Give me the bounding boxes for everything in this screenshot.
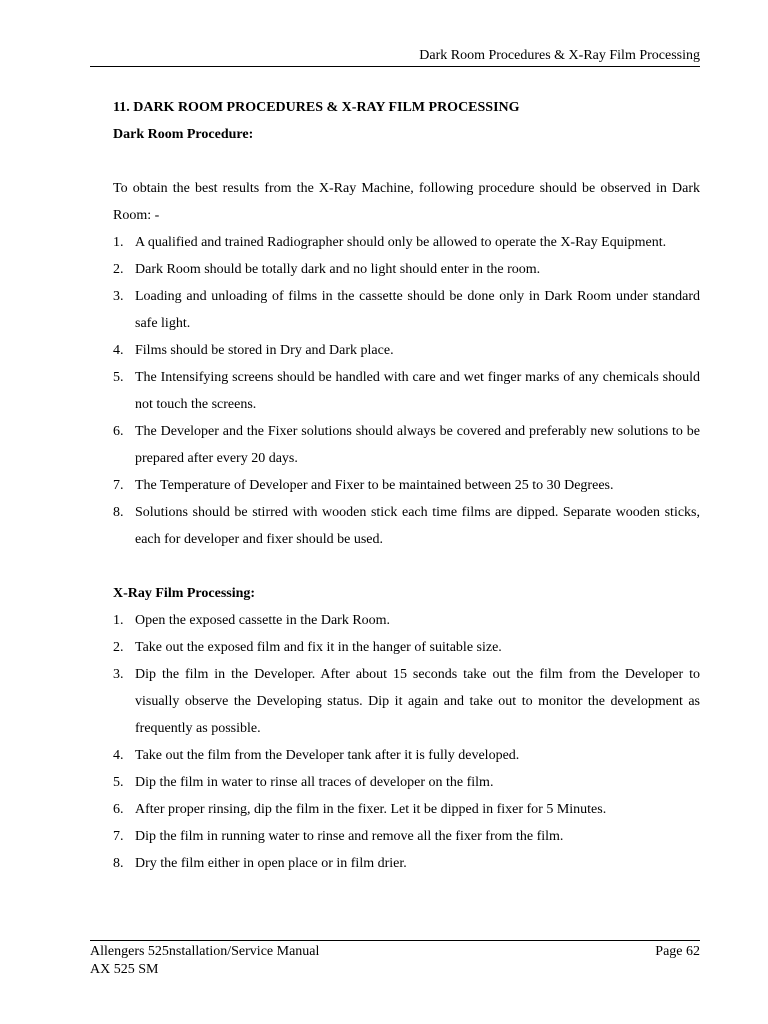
item-text: Solutions should be stirred with wooden stick each time films are dipped. Separate wooden sticks, each for developer and fixer should be used. — [135, 505, 700, 547]
item-number: 6. — [113, 802, 124, 817]
item-text: The Intensifying screens should be handled with care and wet finger marks of any chemicals should not touch the screens. — [135, 370, 700, 412]
item-text: The Temperature of Developer and Fixer to be maintained between 25 to 30 Degrees. — [135, 478, 614, 493]
list-item — [113, 661, 700, 742]
list-item — [113, 337, 700, 364]
item-number: 3. — [113, 667, 124, 682]
dark-room-intro: To obtain the best results from the X-Ray Machine, following procedure should be observed in Dark Room: - — [113, 181, 700, 223]
film-processing-steps — [113, 607, 700, 877]
dark-room-steps — [113, 229, 700, 553]
page-footer — [90, 943, 700, 979]
running-header: Dark Room Procedures & X-Ray Film Processing — [419, 48, 700, 63]
item-text: Dip the film in running water to rinse and remove all the fixer from the film. — [135, 829, 564, 844]
footer-top-row — [90, 943, 700, 961]
item-number: 7. — [113, 478, 124, 493]
list-item — [113, 472, 700, 499]
item-text: Dry the film either in open place or in film drier. — [135, 856, 407, 871]
item-text: Open the exposed cassette in the Dark Room. — [135, 613, 391, 628]
item-number: 7. — [113, 829, 124, 844]
list-item — [113, 742, 700, 769]
item-number: 2. — [113, 640, 124, 655]
film-processing-heading: X-Ray Film Processing: — [113, 586, 256, 601]
page-number: Page 62 — [655, 944, 700, 959]
item-text: After proper rinsing, dip the film in the fixer. Let it be dipped in fixer for 5 Minutes. — [135, 802, 607, 817]
item-text: Dip the film in water to rinse all traces of developer on the film. — [135, 775, 494, 790]
list-item — [113, 823, 700, 850]
item-text: Loading and unloading of films in the cassette should be done only in Dark Room under standard safe light. — [135, 289, 700, 331]
list-item — [113, 229, 700, 256]
item-number: 2. — [113, 262, 124, 277]
manual-title: Allengers 525nstallation/Service Manual — [90, 944, 320, 959]
item-number: 5. — [113, 775, 124, 790]
item-number: 8. — [113, 856, 124, 871]
document-body — [113, 94, 700, 877]
item-number: 3. — [113, 289, 124, 304]
list-item — [113, 256, 700, 283]
item-number: 4. — [113, 343, 124, 358]
list-item — [113, 418, 700, 472]
doc-code: AX 525 SM — [90, 962, 159, 977]
chapter-title: 11. DARK ROOM PROCEDURES & X-RAY FILM PROCESSING — [113, 100, 520, 115]
item-text: Take out the exposed film and fix it in the hanger of suitable size. — [135, 640, 502, 655]
list-item — [113, 283, 700, 337]
list-item — [113, 769, 700, 796]
item-text: Take out the film from the Developer tank after it is fully developed. — [135, 748, 520, 763]
dark-room-heading: Dark Room Procedure: — [113, 127, 254, 142]
list-item — [113, 634, 700, 661]
item-text: A qualified and trained Radiographer should only be allowed to operate the X-Ray Equipment. — [135, 235, 667, 250]
item-text: Films should be stored in Dry and Dark place. — [135, 343, 394, 358]
item-text: Dark Room should be totally dark and no light should enter in the room. — [135, 262, 541, 277]
list-item — [113, 796, 700, 823]
item-number: 4. — [113, 748, 124, 763]
item-number: 6. — [113, 424, 124, 439]
item-number: 8. — [113, 505, 124, 520]
item-number: 1. — [113, 235, 124, 250]
list-item — [113, 364, 700, 418]
spacer — [113, 148, 700, 175]
list-item — [113, 607, 700, 634]
item-number: 1. — [113, 613, 124, 628]
spacer — [113, 553, 700, 580]
header-divider — [90, 66, 700, 67]
list-item — [113, 850, 700, 877]
item-text: The Developer and the Fixer solutions should always be covered and preferably new solutions to be prepared after every 20 days. — [135, 424, 700, 466]
footer-divider — [90, 940, 700, 941]
item-text: Dip the film in the Developer. After about 15 seconds take out the film from the Developer to visually observe the Developing status. Dip it again and take out to monitor the development as frequently as possible. — [135, 667, 700, 736]
list-item — [113, 499, 700, 553]
item-number: 5. — [113, 370, 124, 385]
